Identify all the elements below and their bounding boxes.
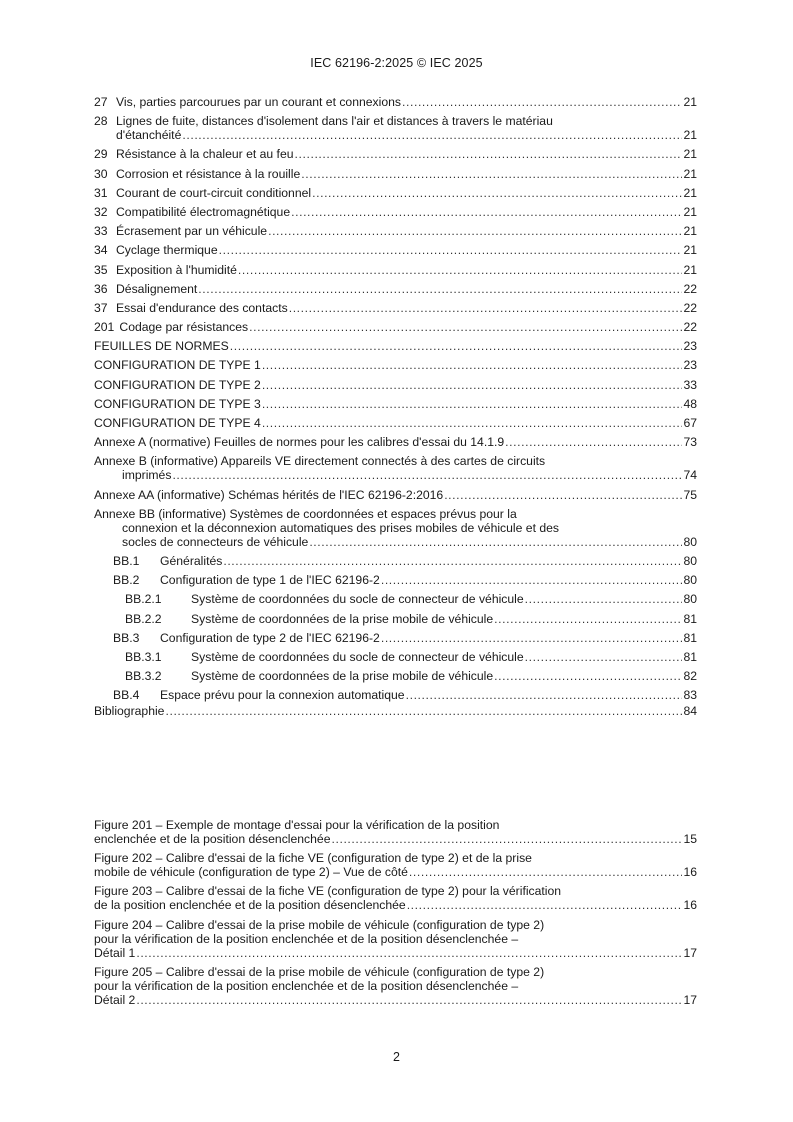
clause-number: 201 [94,320,115,335]
page-ref: 21 [683,147,697,162]
page-ref: 21 [683,128,697,143]
leader-dots [494,669,682,683]
clause-title: Compatibilité électromagnétique [116,204,291,219]
section-title: Système de coordonnées de la prise mobile de véhicule [191,669,494,684]
clause-number: 35 [94,262,108,277]
annex-title-line: Annexe B (informative) Appareils VE directement connectés à des cartes de circuits [94,454,546,469]
annex-title: Annexe A (normative) Feuilles de normes pour les calibres d'essai du 14.1.9 [94,435,505,450]
annex-title-line: connexion et la déconnexion automatiques des prises mobiles de véhicule et des [122,520,559,535]
toc-entry-bb-4[interactable] [94,688,697,702]
figure-entry-205[interactable] [94,965,697,1007]
figure-entry-204[interactable] [94,918,697,960]
toc-entry-configuration-type-1[interactable] [94,358,697,372]
leader-dots [249,320,682,334]
leader-dots [182,128,682,142]
leader-dots [262,378,683,392]
leader-dots [505,435,682,449]
clause-number: 27 [94,95,108,109]
page-ref: 21 [683,166,697,181]
toc-entry-annex-aa[interactable] [94,488,697,502]
leader-dots [172,468,682,482]
page-ref: 80 [683,534,697,549]
section-number: BB.3.2 [125,669,162,684]
annex-title-line: socles de connecteurs de véhicule [122,534,309,549]
leader-dots [291,205,682,219]
section-title: CONFIGURATION DE TYPE 2 [94,377,261,392]
page-number: 2 [393,1050,400,1064]
section-title: Système de coordonnées du socle de connecteur de véhicule [191,592,524,607]
toc-entry-bb-2[interactable] [94,573,697,587]
page-ref: 17 [683,945,697,960]
leader-dots [525,592,683,606]
section-title: Bibliographie [94,704,165,719]
leader-dots [262,416,683,430]
figure-title-line: Figure 204 – Calibre d'essai de la prise mobile de véhicule (configuration de type 2) [94,917,545,932]
page-ref: 21 [683,185,697,200]
clause-title-line: d'étanchéité [116,128,182,143]
toc-entry-bb-3-1[interactable] [94,650,697,664]
page-ref: 48 [683,396,697,411]
section-title: Système de coordonnées de la prise mobile de véhicule [191,611,494,626]
leader-dots [309,535,682,549]
clause-number: 28 [94,114,108,129]
toc-entry-bb-1[interactable] [94,554,697,568]
clause-title: Résistance à la chaleur et au feu [116,147,294,162]
figure-title-line: Figure 201 – Exemple de montage d'essai pour la vérification de la position [94,818,500,832]
leader-dots [198,282,682,296]
section-title: CONFIGURATION DE TYPE 3 [94,396,261,411]
page-ref: 84 [683,704,697,719]
figure-title-line: pour la vérification de la position enclenchée et de la position désenclenchée – [94,978,519,993]
leader-dots [262,358,683,372]
page-ref: 75 [683,487,697,502]
figure-title-line: de la position enclenchée et de la position désenclenchée [94,898,406,913]
toc-entry-clause-31[interactable] [94,186,697,200]
page-ref: 81 [683,649,697,664]
toc-entry-annex-b[interactable] [94,454,697,482]
figure-title-line: Figure 202 – Calibre d'essai de la fiche VE (configuration de type 2) et de la prise [94,851,532,866]
page-ref: 21 [683,95,697,109]
toc-entry-configuration-type-2[interactable] [94,378,697,392]
toc-entry-clause-27[interactable] [94,95,697,109]
figure-title-line: mobile de véhicule (configuration de type 2) – Vue de côté [94,865,408,880]
clause-number: 31 [94,185,108,200]
leader-dots [444,488,682,502]
section-title: Généralités [160,553,223,568]
clause-title: Corrosion et résistance à la rouille [116,166,301,181]
section-number: BB.2.1 [125,592,162,607]
page-ref: 73 [683,435,697,450]
figure-title-line: pour la vérification de la position enclenchée et de la position désenclenchée – [94,931,519,946]
toc-entry-clause-36[interactable] [94,282,697,296]
page-ref: 82 [683,669,697,684]
page-ref: 16 [683,865,697,880]
clause-title: Courant de court-circuit conditionnel [116,185,312,200]
page-ref: 21 [683,243,697,258]
page-ref: 23 [683,358,697,373]
toc-entry-bb-3[interactable] [94,631,697,645]
section-title: CONFIGURATION DE TYPE 4 [94,416,261,430]
page-ref: 22 [683,320,697,335]
section-title: CONFIGURATION DE TYPE 1 [94,358,261,373]
leader-dots [402,95,682,109]
leader-dots [165,704,682,718]
clause-title: Écrasement par un véhicule [116,224,268,239]
annex-title-line: imprimés [122,468,172,483]
clause-number: 32 [94,204,108,219]
toc-entry-clause-34[interactable] [94,243,697,257]
clause-number: 34 [94,243,108,258]
toc-entry-bb-2-2[interactable] [94,612,697,626]
page-ref: 74 [683,468,697,483]
toc-entry-clause-30[interactable] [94,167,697,181]
table-of-contents [94,95,697,724]
page-ref: 81 [683,611,697,626]
toc-entry-clause-29[interactable] [94,147,697,161]
page-ref: 16 [683,898,697,913]
leader-dots [238,263,683,277]
page-ref: 22 [683,281,697,296]
leader-dots [381,631,683,645]
page-ref: 80 [683,553,697,568]
figure-title-line: Figure 205 – Calibre d'essai de la prise mobile de véhicule (configuration de type 2) [94,964,545,979]
clause-title: Désalignement [116,281,198,296]
page-ref: 81 [683,630,697,645]
clause-number: 36 [94,281,108,296]
leader-dots [223,554,682,568]
list-of-figures [94,818,697,1012]
clause-title: Cyclage thermique [116,243,218,258]
page-ref: 80 [683,592,697,607]
annex-title: Annexe AA (informative) Schémas hérités de l'IEC 62196-2:2016 [94,487,444,502]
figure-entry-201[interactable] [94,818,697,846]
leader-dots [230,339,683,353]
page-ref: 80 [683,573,697,588]
section-title: Configuration de type 1 de l'IEC 62196-2 [160,573,380,588]
leader-dots [525,650,683,664]
section-number: BB.4 [113,688,140,703]
page-ref: 17 [683,992,697,1007]
section-number: BB.1 [113,553,140,568]
clause-number: 30 [94,166,108,181]
toc-entry-configuration-type-4[interactable] [94,416,697,430]
page-ref: 67 [683,416,697,430]
clause-title: Vis, parties parcourues par un courant et connexions [116,95,401,109]
section-title: Espace prévu pour la connexion automatique [160,688,405,703]
leader-dots [295,147,683,161]
leader-dots [262,397,683,411]
toc-entry-clause-35[interactable] [94,263,697,277]
toc-entry-bb-2-1[interactable] [94,592,697,606]
leader-dots [312,186,682,200]
leader-dots [289,301,683,315]
page-ref: 21 [683,204,697,219]
clause-title: Exposition à l'humidité [116,262,237,277]
leader-dots [406,688,683,702]
leader-dots [268,224,682,238]
clause-number: 37 [94,300,108,315]
page-ref: 33 [683,377,697,392]
leader-dots [136,993,682,1007]
page-ref: 83 [683,688,697,703]
page-ref: 22 [683,300,697,315]
toc-entry-clause-37[interactable] [94,301,697,315]
toc-entry-annex-a[interactable] [94,435,697,449]
figure-entry-202[interactable] [94,851,697,879]
toc-entry-bibliography[interactable] [94,704,697,718]
section-number: BB.3 [113,630,140,645]
clause-title: Codage par résistances [119,320,249,335]
page-ref: 21 [683,224,697,239]
figure-title-line: enclenchée et de la position désenclenchée [94,832,331,846]
toc-entry-annex-bb[interactable] [94,507,697,549]
clause-title: Essai d'endurance des contacts [116,300,288,315]
page-header: IEC 62196-2:2025 © IEC 2025 [310,56,483,70]
toc-entry-clause-28[interactable] [94,114,697,142]
figure-title-line: Figure 203 – Calibre d'essai de la fiche VE (configuration de type 2) pour la vérification [94,884,562,899]
toc-entry-clause-201[interactable] [94,320,697,334]
page-ref: 15 [683,832,697,846]
figure-title-line: Détail 2 [94,992,136,1007]
leader-dots [407,898,683,912]
section-title: Configuration de type 2 de l'IEC 62196-2 [160,630,380,645]
clause-number: 33 [94,224,108,239]
figure-title-line: Détail 1 [94,945,136,960]
annex-title-line: Annexe BB (informative) Systèmes de coordonnées et espaces prévus pour la [94,506,517,521]
section-title: FEUILLES DE NORMES [94,339,229,354]
figure-entry-203[interactable] [94,884,697,912]
page-ref: 21 [683,262,697,277]
toc-entry-clause-33[interactable] [94,224,697,238]
leader-dots [331,832,682,846]
clause-title-line: Lignes de fuite, distances d'isolement dans l'air et distances à travers le matériau [116,114,553,129]
section-number: BB.2.2 [125,611,162,626]
section-number: BB.2 [113,573,140,588]
leader-dots [494,612,682,626]
toc-entry-bb-3-2[interactable] [94,669,697,683]
leader-dots [219,243,683,257]
toc-entry-clause-32[interactable] [94,205,697,219]
leader-dots [409,865,683,879]
section-number: BB.3.1 [125,649,162,664]
section-title: Système de coordonnées du socle de connecteur de véhicule [191,649,524,664]
leader-dots [136,946,682,960]
leader-dots [301,167,682,181]
page-ref: 23 [683,339,697,354]
toc-entry-standard-sheets[interactable] [94,339,697,353]
toc-entry-configuration-type-3[interactable] [94,397,697,411]
clause-number: 29 [94,147,108,162]
leader-dots [381,573,683,587]
